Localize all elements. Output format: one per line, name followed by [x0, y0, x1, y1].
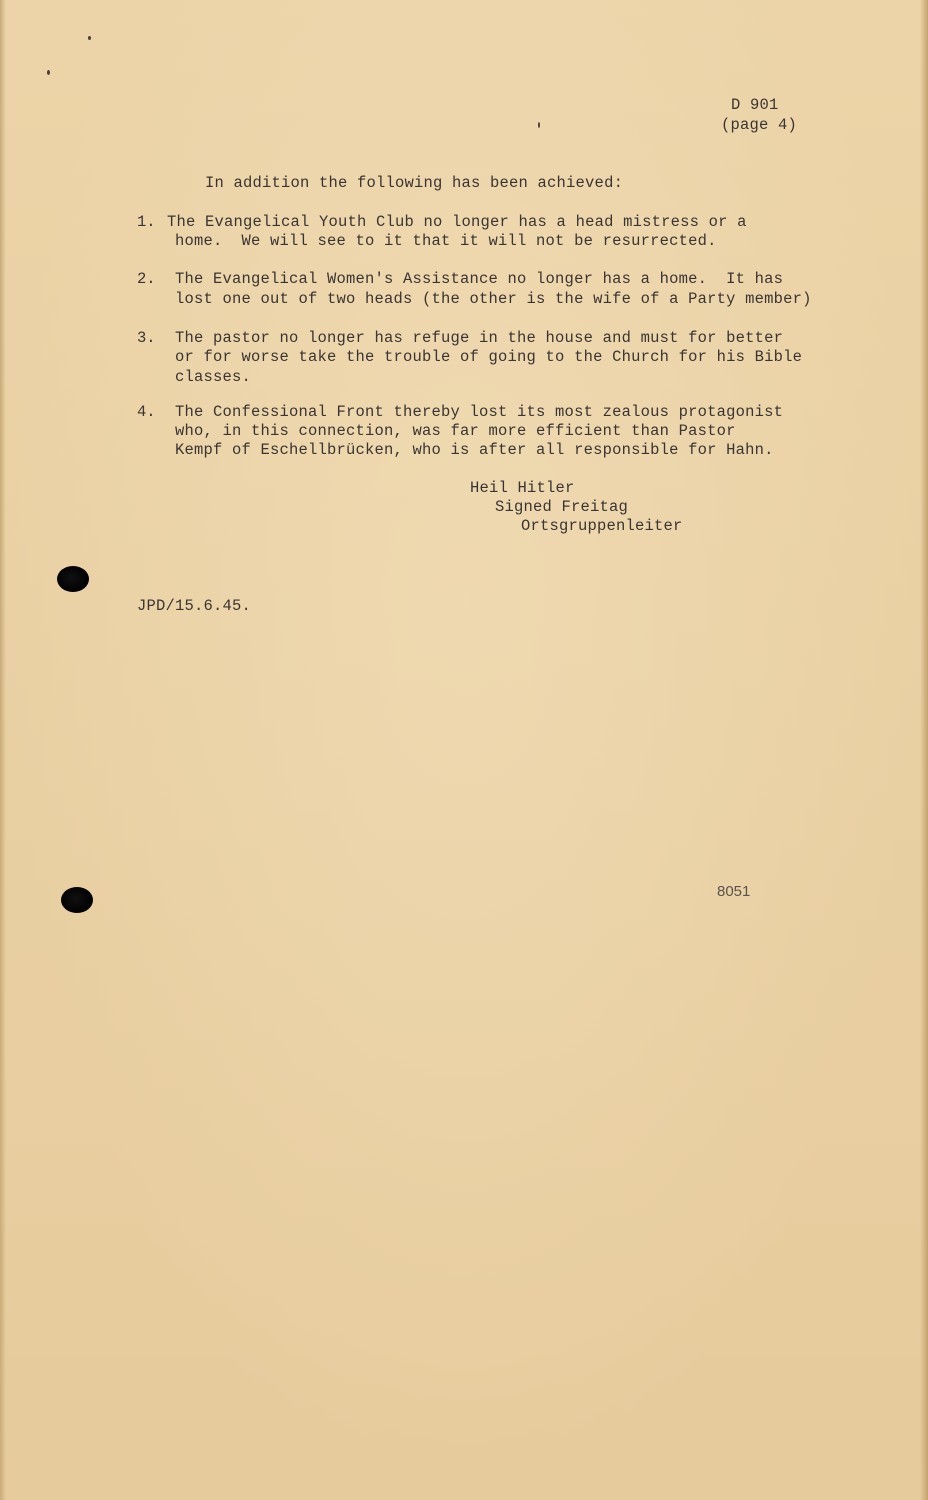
item-line: lost one out of two heads (the other is the wife of a Party member) [175, 290, 812, 308]
item-line: classes. [175, 368, 252, 386]
signature-salutation: Heil Hitler [470, 479, 575, 497]
ink-speck [47, 70, 50, 75]
item-line: who, in this connection, was far more efficient than Pastor [175, 422, 736, 440]
signature-title: Ortsgruppenleiter [521, 517, 683, 535]
intro-text: In addition the following has been achieved: [205, 174, 624, 192]
item-number: 2. [137, 270, 156, 288]
item-number: 1. [137, 213, 156, 231]
item-line: The Evangelical Women's Assistance no longer has a home. It has [175, 270, 784, 288]
punch-hole [57, 566, 89, 592]
item-line: The Evangelical Youth Club no longer has a head mistress or a [167, 213, 747, 231]
page-label: (page 4) [721, 116, 798, 134]
ink-speck [88, 36, 91, 40]
document-id: D 901 [731, 96, 779, 114]
signature-name: Signed Freitag [495, 498, 629, 516]
ink-speck [538, 122, 540, 128]
paper-edge-right [920, 0, 928, 1500]
item-line: home. We will see to it that it will not be resurrected. [175, 232, 717, 250]
paper-edge-left [0, 0, 6, 1500]
item-number: 4. [137, 403, 156, 421]
item-line: or for worse take the trouble of going to the Church for his Bible [175, 348, 803, 366]
item-line: Kempf of Eschellbrücken, who is after all responsible for Hahn. [175, 441, 774, 459]
archive-stamp-number: 8051 [717, 883, 751, 900]
punch-hole [61, 887, 93, 913]
item-line: The Confessional Front thereby lost its most zealous protagonist [175, 403, 784, 421]
item-line: The pastor no longer has refuge in the house and must for better [175, 329, 784, 347]
reference-code: JPD/15.6.45. [137, 597, 252, 615]
item-number: 3. [137, 329, 156, 347]
